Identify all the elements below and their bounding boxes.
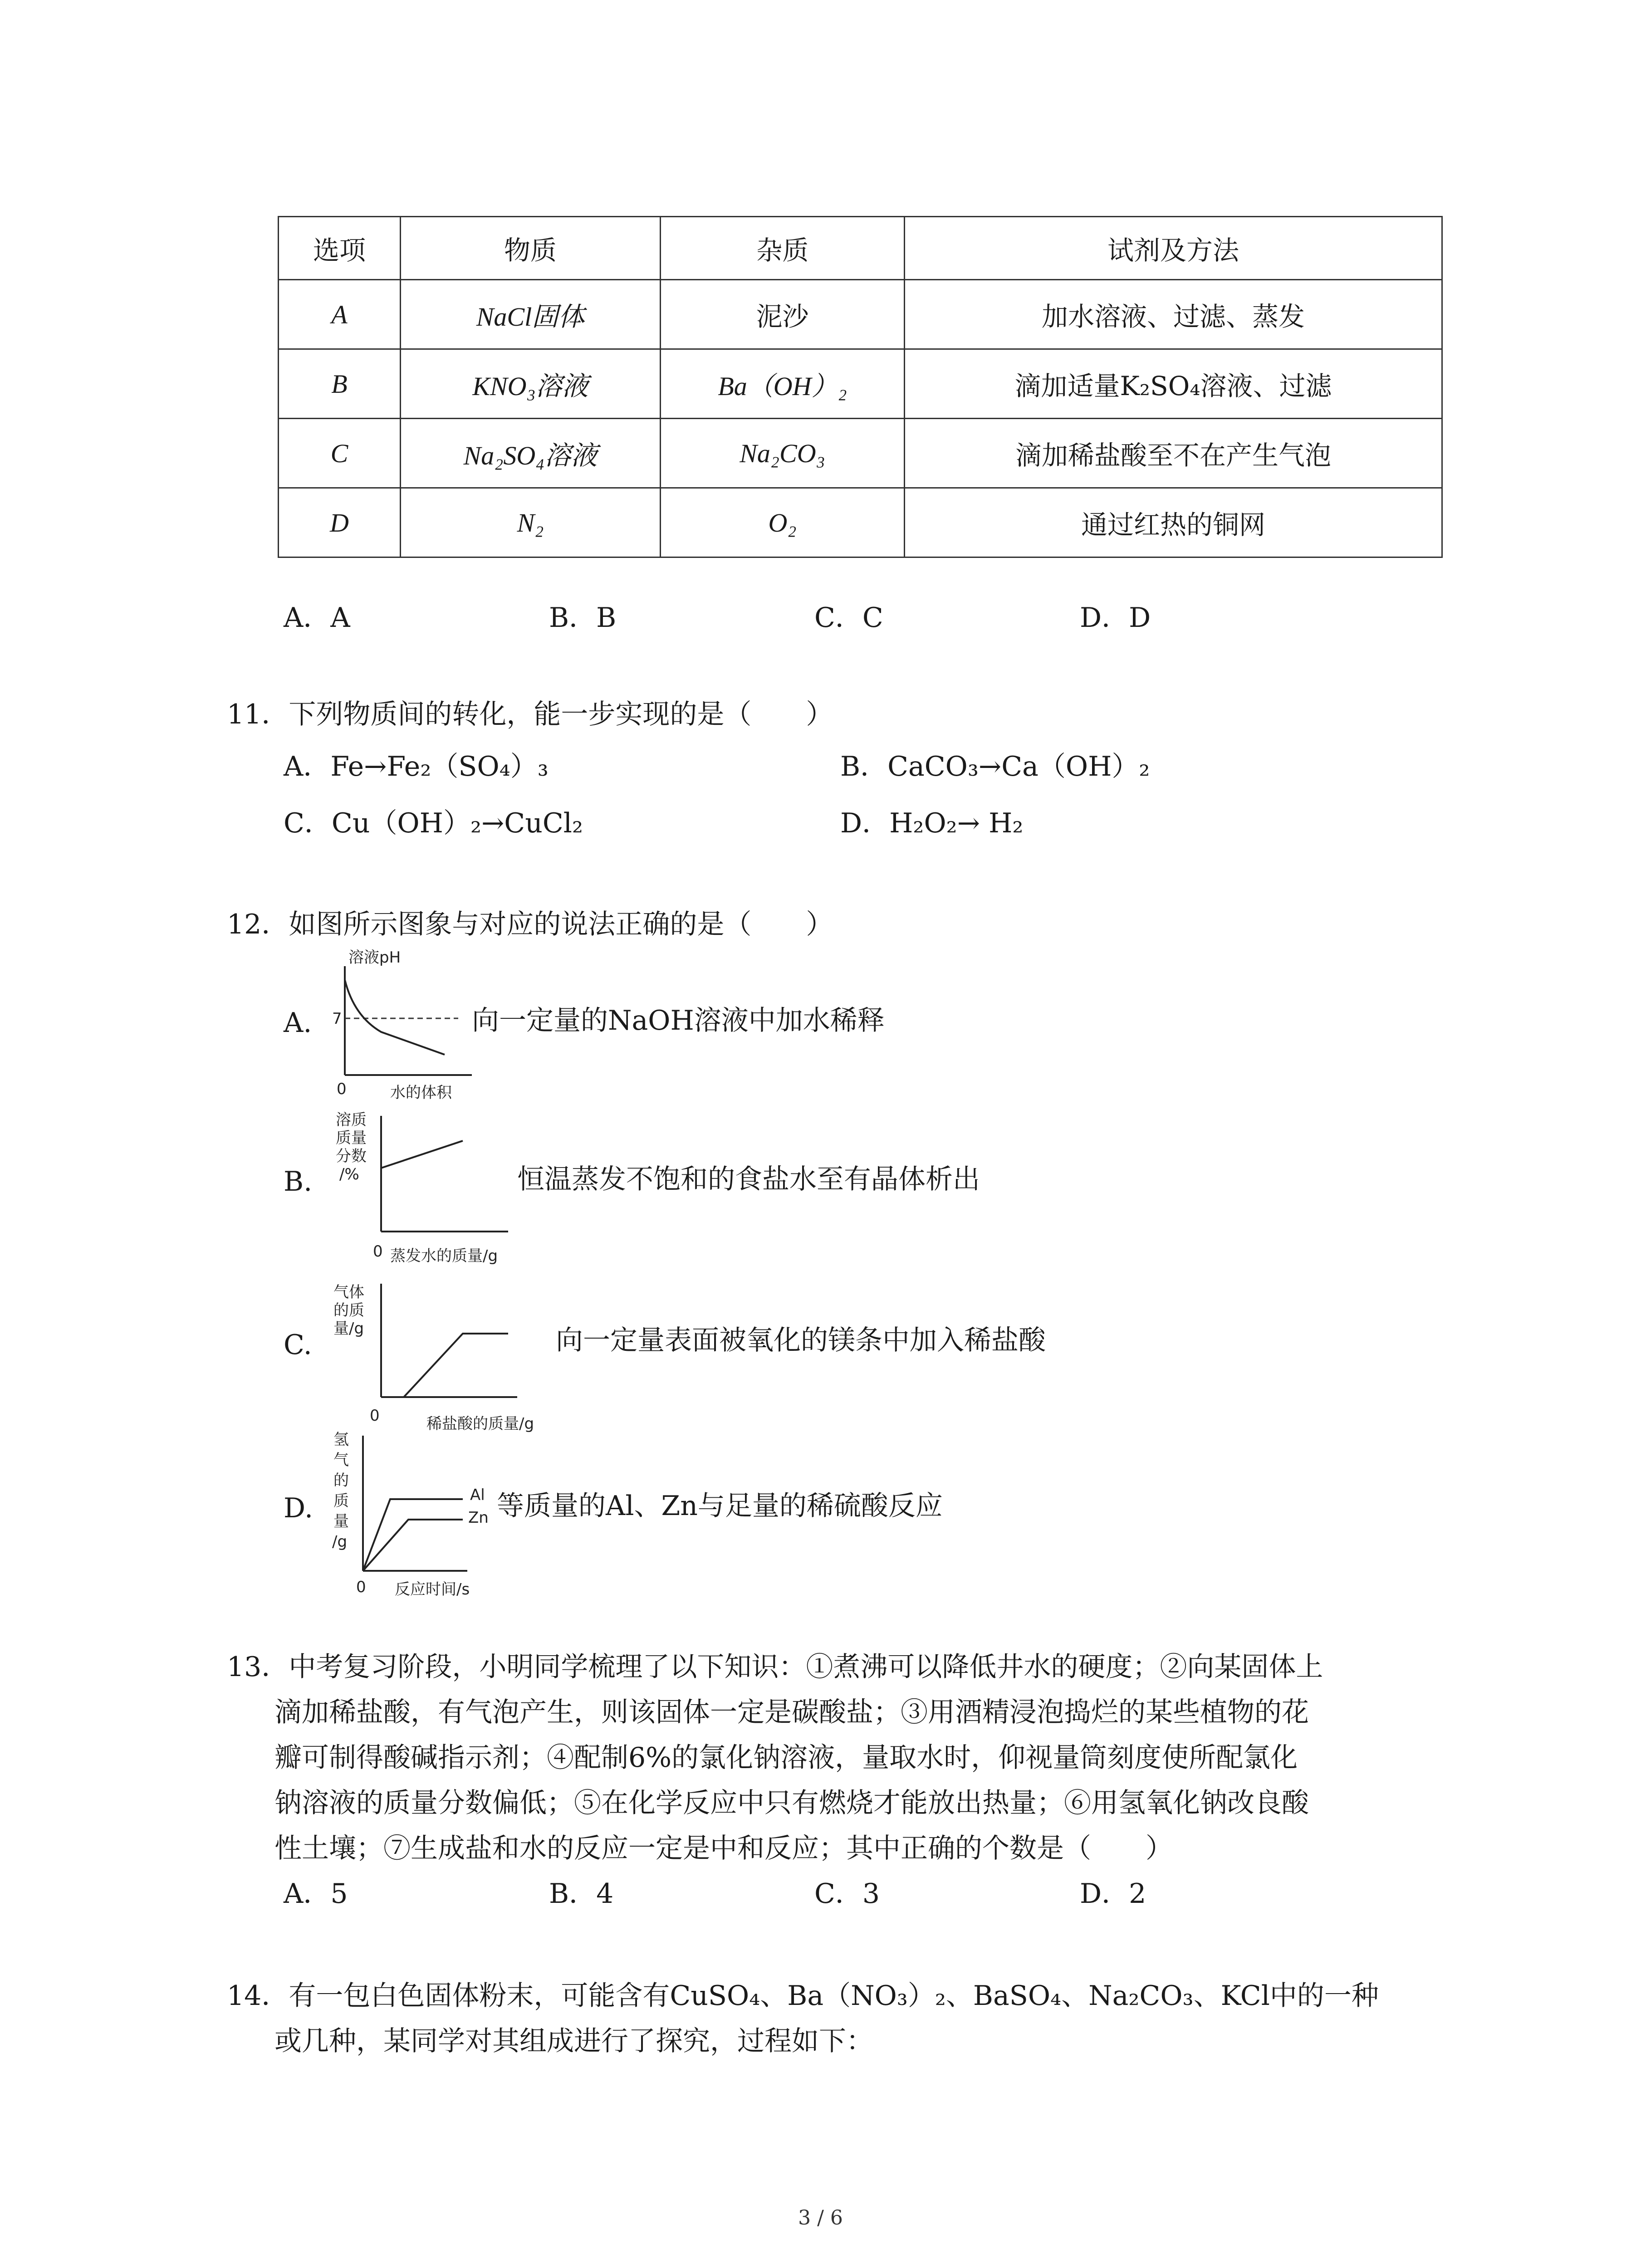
graph-d-xlabel: 反应时间/s bbox=[395, 1580, 470, 1598]
row-substance: N₂ bbox=[401, 488, 661, 557]
q11-choice-d[interactable]: D．H₂O₂→ H₂ bbox=[840, 807, 1024, 839]
graph-c-ylabel-3: 量/g bbox=[333, 1320, 364, 1338]
graph-b-ylabel-1: 溶质 bbox=[336, 1111, 367, 1129]
graph-d-series-al: Al bbox=[470, 1486, 485, 1504]
q12-choice-a-text: 向一定量的NaOH溶液中加水稀释 bbox=[472, 1005, 885, 1036]
graph-a-ref: 7 bbox=[332, 1010, 342, 1028]
graph-b-ylabel-3: 分数 bbox=[336, 1147, 367, 1165]
q12-choice-d-text: 等质量的Al、Zn与足量的稀硫酸反应 bbox=[497, 1490, 943, 1522]
table-row bbox=[279, 349, 1442, 419]
graph-b-xlabel: 蒸发水的质量/g bbox=[390, 1247, 498, 1265]
graph-a-ylabel: 溶液pH bbox=[348, 948, 401, 967]
graph-c bbox=[327, 1275, 572, 1438]
q12-choice-b-label[interactable]: B. bbox=[284, 1166, 313, 1198]
q11-stem: 11．下列物质间的转化，能一步实现的是（ ） bbox=[227, 699, 833, 730]
q10-choice-c[interactable]: C．C bbox=[814, 602, 883, 634]
q12-choice-c-text: 向一定量表面被氧化的镁条中加入稀盐酸 bbox=[556, 1325, 1046, 1356]
row-option: C bbox=[279, 419, 401, 488]
q10-choice-d[interactable]: D．D bbox=[1080, 602, 1151, 634]
table-row bbox=[279, 280, 1442, 349]
header-method: 试剂及方法 bbox=[905, 217, 1442, 280]
row-method: 滴加稀盐酸至不在产生气泡 bbox=[905, 419, 1442, 488]
options-table bbox=[278, 216, 1443, 558]
graph-b-ylabel-2: 质量 bbox=[336, 1129, 367, 1147]
q13-line-5: 性土壤；⑦生成盐和水的反应一定是中和反应；其中正确的个数是（ ） bbox=[274, 1833, 1173, 1864]
q13-choice-d[interactable]: D．2 bbox=[1080, 1878, 1146, 1910]
row-substance: KNO₃溶液 bbox=[401, 349, 661, 419]
row-impurity: O₂ bbox=[661, 488, 905, 557]
header-impurity: 杂质 bbox=[661, 217, 905, 280]
graph-c-ylabel-1: 气体 bbox=[333, 1283, 364, 1301]
graph-d-ylabel-1: 氢 bbox=[333, 1431, 349, 1449]
q11-choice-c[interactable]: C．Cu（OH）₂→CuCl₂ bbox=[284, 807, 583, 839]
row-substance: Na₂SO₄溶液 bbox=[401, 419, 661, 488]
graph-d-ylabel-3: 的 bbox=[333, 1471, 349, 1490]
q12-choice-b-text: 恒温蒸发不饱和的食盐水至有晶体析出 bbox=[517, 1163, 980, 1195]
q13-choice-a[interactable]: A．5 bbox=[284, 1878, 348, 1910]
row-option: A bbox=[279, 280, 401, 349]
graph-c-origin: 0 bbox=[370, 1407, 380, 1425]
q13-line-3: 瓣可制得酸碱指示剂；④配制6%的氯化钠溶液，量取水时，仰视量筒刻度使所配氯化 bbox=[274, 1742, 1298, 1774]
graph-c-ylabel-2: 的质 bbox=[333, 1301, 364, 1320]
q14-line-2: 或几种，某同学对其组成进行了探究，过程如下： bbox=[274, 2025, 873, 2057]
q13-line-1: 13．中考复习阶段，小明同学梳理了以下知识：①煮沸可以降低井水的硬度；②向某固体上 bbox=[227, 1651, 1323, 1683]
row-impurity: Na₂CO₃ bbox=[661, 419, 905, 488]
q12-choice-a-label[interactable]: A. bbox=[284, 1007, 312, 1039]
row-substance: NaCl固体 bbox=[401, 280, 661, 349]
table-header-row bbox=[279, 217, 1442, 280]
q13-line-4: 钠溶液的质量分数偏低；⑤在化学反应中只有燃烧才能放出热量；⑥用氢氧化钠改良酸 bbox=[274, 1787, 1309, 1819]
q13-line-2: 滴加稀盐酸，有气泡产生，则该固体一定是碳酸盐；③用酒精浸泡捣烂的某些植物的花 bbox=[274, 1696, 1309, 1728]
graph-d-origin: 0 bbox=[356, 1578, 366, 1596]
graph-a-xlabel: 水的体积 bbox=[390, 1084, 452, 1102]
q13-choice-c[interactable]: C．3 bbox=[814, 1878, 880, 1910]
row-option: D bbox=[279, 488, 401, 557]
table-row bbox=[279, 488, 1442, 557]
q14-line-1: 14．有一包白色固体粉末，可能含有CuSO₄、Ba（NO₃）₂、BaSO₄、Na₂CO₃、KCl中的一种 bbox=[227, 1980, 1379, 2012]
graph-d-ylabel-4: 质 bbox=[333, 1492, 349, 1510]
graph-c-xlabel: 稀盐酸的质量/g bbox=[426, 1415, 534, 1433]
q10-choice-b[interactable]: B．B bbox=[549, 602, 617, 634]
graph-a-origin: 0 bbox=[337, 1080, 347, 1098]
q11-choice-a[interactable]: A．Fe→Fe₂（SO₄）₃ bbox=[284, 751, 549, 782]
row-impurity: Ba（OH）₂ bbox=[661, 349, 905, 419]
q10-choice-a[interactable]: A．A bbox=[284, 602, 350, 634]
row-option: B bbox=[279, 349, 401, 419]
graph-d bbox=[327, 1427, 508, 1599]
q11-choice-b[interactable]: B．CaCO₃→Ca（OH）₂ bbox=[840, 751, 1150, 782]
header-substance: 物质 bbox=[401, 217, 661, 280]
row-method: 加水溶液、过滤、蒸发 bbox=[905, 280, 1442, 349]
row-method: 通过红热的铜网 bbox=[905, 488, 1442, 557]
graph-d-ylabel-5: 量 bbox=[333, 1512, 349, 1530]
page-number: 3 / 6 bbox=[798, 2206, 843, 2229]
q13-choice-b[interactable]: B．4 bbox=[549, 1878, 614, 1910]
q12-choice-d-label[interactable]: D. bbox=[284, 1492, 314, 1524]
header-option: 选项 bbox=[279, 217, 401, 280]
q12-stem: 12．如图所示图象与对应的说法正确的是（ ） bbox=[227, 909, 833, 940]
graph-b-origin: 0 bbox=[373, 1242, 383, 1261]
graph-d-series-zn: Zn bbox=[468, 1509, 489, 1527]
graph-d-ylabel-6: /g bbox=[332, 1533, 348, 1551]
q12-choice-c-label[interactable]: C. bbox=[284, 1329, 312, 1361]
graph-b-ylabel-4: /% bbox=[339, 1165, 359, 1183]
graph-b bbox=[327, 1107, 517, 1275]
graph-d-ylabel-2: 气 bbox=[333, 1451, 349, 1469]
row-method: 滴加适量K₂SO₄溶液、过滤 bbox=[905, 349, 1442, 419]
table-row bbox=[279, 419, 1442, 488]
row-impurity: 泥沙 bbox=[661, 280, 905, 349]
